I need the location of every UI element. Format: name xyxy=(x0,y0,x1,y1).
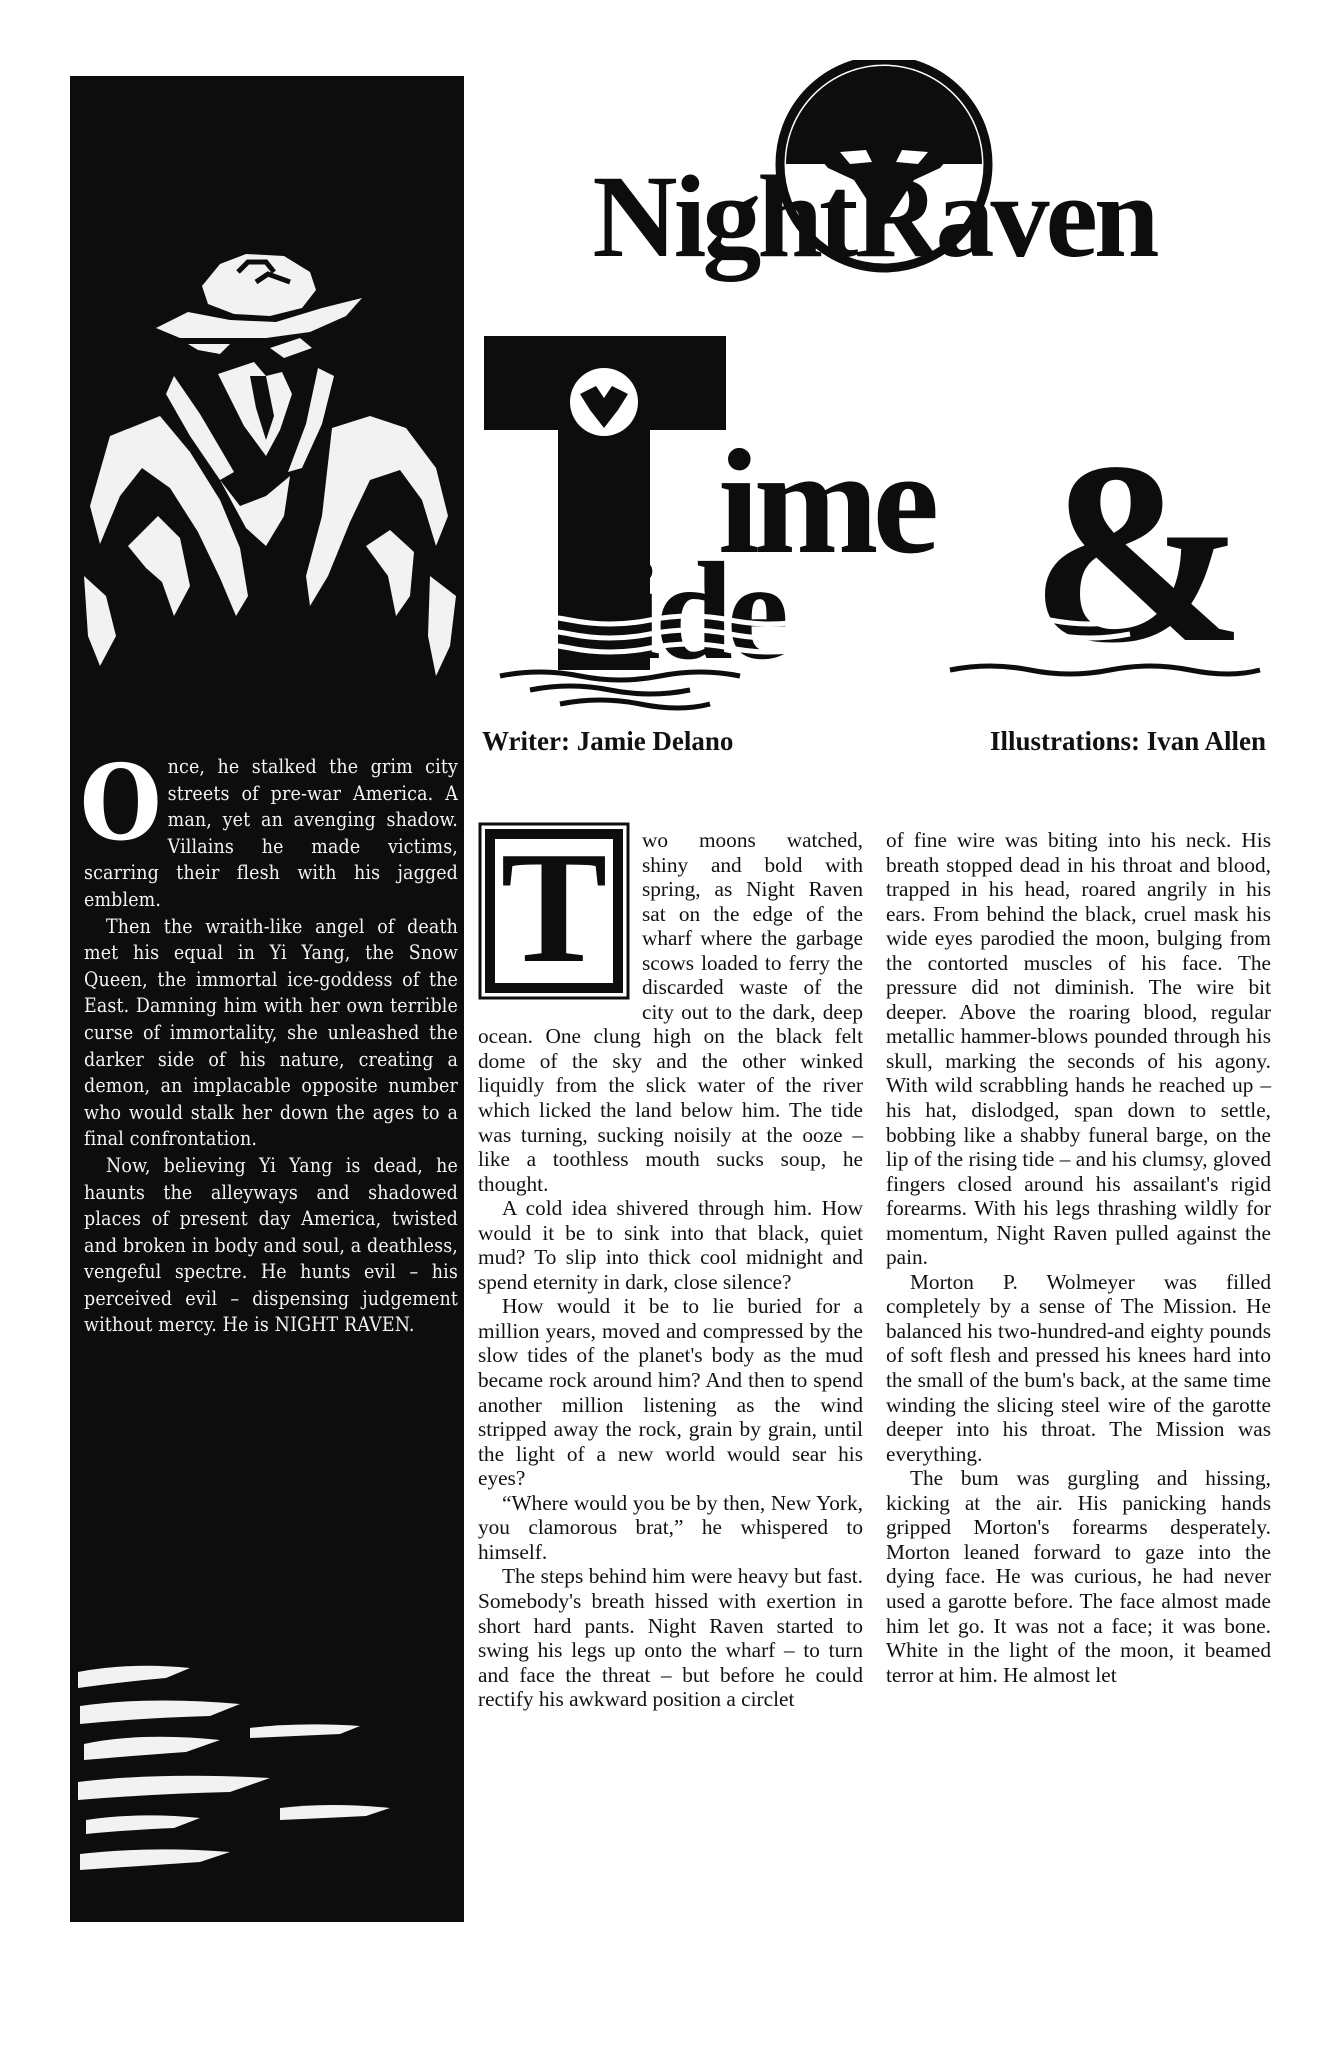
title-word-time: ime xyxy=(718,419,934,585)
intro-banner xyxy=(70,76,464,1922)
story-paragraph: The steps behind him were heavy but fast. Somebody's breath hissed with exertion in short hard pants. Night Raven started to swing his legs up onto the wharf – to turn and face the threat – but before he could rectify his awkward position a circlet xyxy=(478,1564,863,1712)
dropcap-letter: T xyxy=(500,818,608,996)
writer-credit: Writer: Jamie Delano xyxy=(482,726,734,756)
night-raven-logo xyxy=(474,60,1274,290)
story-paragraph: How would it be to lie buried for a million years, moved and compressed by the slow tides of the planet's body as the mud became rock around him? And then to spend another million listening as the wind stripped away the rock, grain by grain, until the light of a new world would sear his eyes? xyxy=(478,1294,863,1491)
night-raven-figure-illustration xyxy=(70,76,464,756)
illustrator-credit: Illustrations: Ivan Allen xyxy=(989,726,1266,756)
story-paragraph: wo moons watched, shiny and bold with spring, as Night Raven sat on the edge of the wharf where the garbage scows loaded to ferry the discarded waste of the city out to the dark, deep ocean. One clung high on the black felt dome of the sky and the other winked liquidly from the slick water of the river which licked the land below him. The tide was turning, sucking noisily at the ooze – like a toothless mouth sucks soup, he thought. xyxy=(478,828,863,1196)
intro-paragraph-1 xyxy=(80,741,458,914)
title-ampersand: & xyxy=(1030,409,1247,697)
story-column-1 xyxy=(478,818,863,1712)
story-paragraph: The bum was gurgling and hissing, kicking at the air. His panicking hands gripped Morton's forearms desperately. Morton leaned forward to gaze into the dying face. He was curious, he had never used a garotte before. The face almost made him let go. It was not a face; it was bone. White in the light of the moon, it beamed terror at him. He almost let xyxy=(886,1466,1271,1687)
intro-paragraph-1-text: nce, he stalked the grim city streets of pre-war America. A man, yet an avenging shadow. Villains he made victims, scarring their flesh with his jagged emblem. xyxy=(84,755,458,911)
title-word-tide: ide xyxy=(622,534,783,689)
intro-paragraph-2: Then the wraith-like angel of death met his equal in Yi Yang, the Snow Queen, the immortal ice-goddess of the East. Damning him with her own terrible curse of immortality, she unleashed the darker side of his nature, creating a demon, an implacable opposite number who would stalk her down the ages to a final confrontation. xyxy=(84,914,458,1151)
story-paragraph: Morton P. Wolmeyer was filled completely by a sense of The Mission. He balanced his two-hundred-and eighty pounds of soft flesh and pressed his knees hard into the small of the bum's back, at the same time winding the slicing steel wire of the garotte deeper into his throat. The Mission was everything. xyxy=(886,1269,1271,1466)
story-column-2 xyxy=(886,828,1271,1687)
story-paragraph: of fine wire was biting into his neck. His breath stopped dead in his throat and blood, trapped in his head, roared angrily in his ears. From behind the black, cruel mask his wide eyes parodied the moon, bulging from the contorted muscles of his face. The pressure did not diminish. The wire bit deeper. Above the roaring blood, regular metallic hammer-blows pounded through his skull, marking the seconds of his agony. With wild scrabbling hands he reached up – his hat, dislodged, span down to settle, bobbing like a shabby funeral barge, on the lip of the rising tide – and his clumsy, gloved fingers closed around his assailant's rigid forearms. With his legs thrashing wildly for momentum, Night Raven pulled against the pain. xyxy=(886,828,1271,1270)
story-dropcap xyxy=(478,818,630,1000)
intro-dropcap: O xyxy=(80,741,162,864)
intro-paragraph-3: Now, believing Yi Yang is dead, he haunts the alleyways and shadowed places of present day America, twisted and broken in body and soul, a deathless, vengeful spectre. He hunts evil – his perceived evil – dispensing judgement without mercy. He is NIGHT RAVEN. xyxy=(84,1153,458,1337)
water-waves-illustration xyxy=(70,1632,464,1922)
intro-text xyxy=(80,741,458,1339)
time-and-tide-title xyxy=(470,320,1270,720)
logo-title: NightRaven xyxy=(592,151,1156,282)
story-paragraph: “Where would you be by then, New York, you clamorous brat,” he whispered to himself. xyxy=(478,1490,863,1564)
story-paragraph: A cold idea shivered through him. How would it be to sink into that black, quiet mud? To slip into thick cool midnight and spend eternity in dark, close silence? xyxy=(478,1196,863,1294)
